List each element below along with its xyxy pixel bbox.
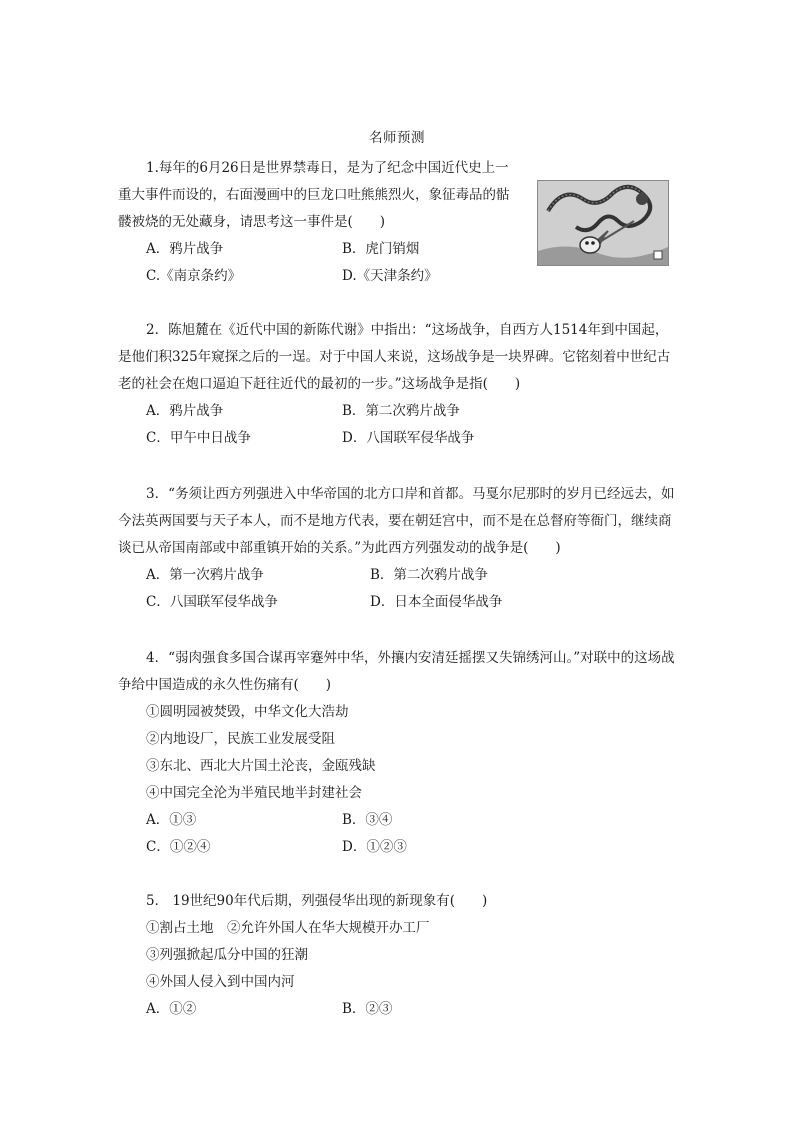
question-1-option-c: C.《南京条约》 bbox=[146, 268, 242, 284]
question-1-option-a: A．鸦片战争 bbox=[146, 241, 224, 257]
question-4-item-3: ③东北、西北大片国土沦丧，金瓯残缺 bbox=[146, 758, 376, 774]
question-4-item-2: ②内地设厂，民族工业发展受阻 bbox=[146, 731, 335, 747]
question-3-option-a: A．第一次鸦片战争 bbox=[146, 567, 264, 583]
question-1-option-d: D.《天津条约》 bbox=[342, 268, 438, 284]
question-1 bbox=[118, 155, 518, 290]
question-4-item-1: ①圆明园被焚毁，中华文化大浩劫 bbox=[146, 704, 349, 720]
question-4 bbox=[118, 645, 678, 861]
question-1-options-row-2 bbox=[118, 263, 518, 290]
question-3-option-d: D．日本全面侵华战争 bbox=[370, 594, 503, 610]
question-2-option-c: C．甲午中日战争 bbox=[146, 430, 251, 446]
question-2-options-row-1 bbox=[118, 398, 678, 425]
question-4-option-a: A．①③ bbox=[146, 812, 197, 828]
question-5-item-2: ③列强掀起瓜分中国的狂潮 bbox=[146, 947, 308, 963]
question-3-options-row-2 bbox=[118, 589, 678, 616]
question-3-stem: 3．“务须让西方列强进入中华帝国的北方口岸和首都。马戛尔尼那时的岁月已经远去，如今法英两国要与天子本人，而不是地方代表，要在朝廷宫中，而不是在总督府等衙门，继续商谈已从帝国南部或中部重镇开始的关系。”为此西方列强发动的战争是( ) bbox=[118, 486, 675, 556]
question-2-option-b: B．第二次鸦片战争 bbox=[342, 403, 460, 419]
question-4-options-row-2 bbox=[118, 834, 678, 861]
question-5-item-1: ①割占土地 ②允许外国人在华大规模开办工厂 bbox=[146, 920, 430, 936]
dragon-cartoon-icon bbox=[537, 180, 669, 266]
question-2-option-a: A．鸦片战争 bbox=[146, 403, 224, 419]
question-4-option-b: B．③④ bbox=[342, 812, 393, 828]
question-3-options-row-1 bbox=[118, 562, 678, 589]
question-4-item-4: ④中国完全沦为半殖民地半封建社会 bbox=[146, 785, 362, 801]
question-1-option-b: B．虎门销烟 bbox=[342, 241, 420, 257]
question-5-option-b: B．②③ bbox=[342, 1001, 393, 1017]
question-5-stem: 5． 19世纪90年代后期，列强侵华出现的新现象有( ) bbox=[146, 893, 488, 909]
question-2 bbox=[118, 317, 678, 452]
question-2-option-d: D．八国联军侵华战争 bbox=[342, 430, 475, 446]
question-4-option-d: D．①②③ bbox=[342, 839, 407, 855]
question-2-stem: 2．陈旭麓在《近代中国的新陈代谢》中指出：“这场战争，自西方人1514年到中国起，是他们积325年窥探之后的一逞。对于中国人来说，这场战争是一块界碑。它铭刻着中世纪古老的社会在炮口逼迫下赶往近代的最初的一步。”这场战争是指( ) bbox=[118, 322, 671, 392]
question-5-item-3: ④外国人侵入到中国内河 bbox=[146, 974, 295, 990]
question-4-options-row-1 bbox=[118, 807, 678, 834]
question-5-option-a: A．①② bbox=[146, 1001, 197, 1017]
question-1-stem: 1.每年的6月26日是世界禁毒日，是为了纪念中国近代史上一重大事件而设的，右面漫画中的巨龙口吐熊熊烈火，象征毒品的骷髅被烧的无处藏身，请思考这一事件是( ) bbox=[118, 160, 510, 230]
question-2-options-row-2 bbox=[118, 425, 678, 452]
question-4-stem: 4．“弱肉强食多国合谋再宰蹇舛中华，外攘内安清廷摇摆又失锦绣河山。”对联中的这场战争给中国造成的永久性伤痛有( ) bbox=[118, 650, 675, 693]
question-3-option-b: B．第二次鸦片战争 bbox=[370, 567, 488, 583]
question-4-option-c: C．①②④ bbox=[146, 839, 211, 855]
question-1-options-row-1 bbox=[118, 236, 518, 263]
question-5-options-row-1 bbox=[118, 996, 678, 1023]
page-title: 名师预测 bbox=[369, 130, 425, 146]
question-3 bbox=[118, 481, 678, 616]
question-3-option-c: C．八国联军侵华战争 bbox=[146, 594, 278, 610]
question-5 bbox=[118, 888, 678, 1023]
